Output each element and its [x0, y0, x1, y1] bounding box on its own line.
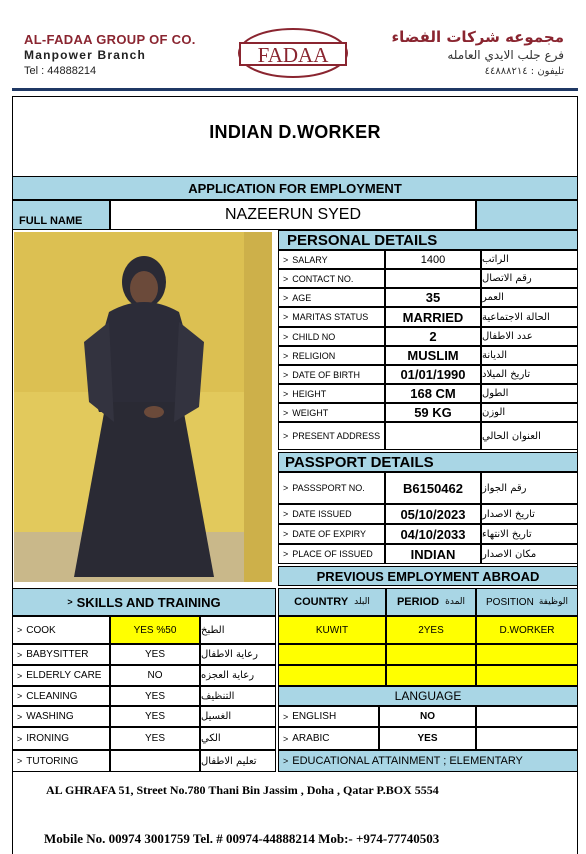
- personal-value: MUSLIM: [385, 346, 481, 365]
- personal-value: MARRIED: [385, 307, 481, 327]
- application-title: APPLICATION FOR EMPLOYMENT: [12, 176, 578, 200]
- row-label-text: IRONING: [26, 733, 70, 744]
- language-extra: [476, 706, 578, 727]
- skill-value: YES: [110, 644, 200, 665]
- col-period-label: PERIOD: [396, 596, 440, 608]
- skill-value: YES %50: [110, 616, 200, 644]
- arrow-icon: >: [283, 756, 289, 766]
- personal-label-ar: الديانة: [481, 346, 578, 365]
- col-country-label-ar: البلد: [354, 597, 370, 607]
- passport-label-ar: تاريخ الانتهاء: [481, 524, 578, 544]
- arrow-icon: >: [283, 483, 289, 493]
- row-label-text: BABYSITTER: [26, 649, 89, 660]
- skill-label: [12, 750, 110, 772]
- col-country-label: COUNTRY: [294, 596, 349, 608]
- prev-country: [278, 665, 386, 686]
- personal-label: [278, 365, 385, 384]
- language-value: YES: [379, 727, 476, 750]
- prev-period: [386, 665, 476, 686]
- language-title: LANGUAGE: [278, 686, 578, 706]
- skill-label: [12, 644, 110, 665]
- company-name-ar: مجموعه شركات الفضاء: [391, 28, 564, 46]
- personal-label-ar: الطول: [481, 384, 578, 403]
- row-label-text: HEIGHT: [292, 388, 327, 399]
- row-label-text: DATE OF EXPIRY: [292, 529, 366, 539]
- skill-label-ar: رعاية العجزه: [200, 665, 276, 686]
- personal-label: [278, 269, 385, 288]
- passport-details-title: PASSPORT DETAILS: [278, 452, 578, 472]
- passport-label: [278, 524, 385, 544]
- row-label-text: DATE OF BIRTH: [292, 369, 360, 380]
- arrow-icon: >: [17, 625, 23, 635]
- arrow-icon: >: [17, 670, 23, 681]
- skill-label: [12, 665, 110, 686]
- arrow-icon: >: [283, 369, 289, 380]
- arrow-icon: >: [283, 292, 289, 303]
- arrow-icon: >: [283, 509, 289, 519]
- row-label-text: CHILD NO: [292, 331, 336, 342]
- skills-title: [12, 588, 276, 616]
- row-label-text: ELDERLY CARE: [26, 670, 102, 681]
- row-label-text: ENGLISH: [292, 711, 337, 722]
- fadaa-logo: [236, 25, 350, 80]
- branch-name-ar: فرع جلب الايدي العامله: [447, 48, 564, 62]
- personal-value: 168 CM: [385, 384, 481, 403]
- arrow-icon: >: [67, 597, 73, 607]
- row-label-text: CLEANING: [26, 690, 78, 702]
- col-position-label-ar: الوظيفة: [538, 597, 568, 607]
- full-name-spacer: [476, 200, 578, 230]
- company-tel-en: Tel : 44888214: [24, 65, 97, 77]
- arrow-icon: >: [283, 312, 289, 322]
- personal-value: [385, 269, 481, 288]
- skill-value: YES: [110, 706, 200, 727]
- personal-label: [278, 288, 385, 307]
- arrow-icon: >: [283, 273, 289, 284]
- personal-value: 59 KG: [385, 403, 481, 422]
- branch-name-en: Manpower Branch: [24, 48, 147, 62]
- passport-label-ar: مكان الاصدار: [481, 544, 578, 564]
- company-tel-ar: تليفون : ٤٤٨٨٨٢١٤: [484, 66, 564, 77]
- full-name-label: FULL NAME: [12, 200, 110, 230]
- row-label-text: DATE ISSUED: [292, 509, 352, 519]
- skill-label-ar: التنظيف: [200, 686, 276, 706]
- personal-label: [278, 346, 385, 365]
- personal-label-ar: الوزن: [481, 403, 578, 422]
- col-period-header: [386, 588, 476, 616]
- row-label-text: WASHING: [26, 711, 74, 722]
- skill-label-ar: الغسيل: [200, 706, 276, 727]
- personal-label-ar: الراتب: [481, 250, 578, 269]
- language-label: [278, 706, 379, 727]
- passport-value: 05/10/2023: [385, 504, 481, 524]
- personal-label-ar: الحالة الاجتماعية: [481, 307, 578, 327]
- row-label-text: TUTORING: [26, 755, 79, 767]
- skill-label: [12, 727, 110, 750]
- skill-label: [12, 616, 110, 644]
- arrow-icon: >: [17, 649, 23, 660]
- row-label-text: WEIGHT: [292, 407, 329, 418]
- personal-label-ar: رقم الاتصال: [481, 269, 578, 288]
- row-label-text: COOK: [26, 624, 56, 636]
- personal-label: [278, 250, 385, 269]
- skill-label-ar: رعاية الاطفال: [200, 644, 276, 665]
- prev-position: [476, 665, 578, 686]
- passport-value: INDIAN: [385, 544, 481, 564]
- personal-label: [278, 422, 385, 450]
- passport-label: [278, 472, 385, 504]
- personal-label: [278, 384, 385, 403]
- skill-label: [12, 686, 110, 706]
- company-name-en: AL-FADAA GROUP OF CO.: [24, 32, 196, 47]
- language-value: NO: [379, 706, 476, 727]
- passport-label: [278, 544, 385, 564]
- row-label-text: ARABIC: [292, 733, 330, 744]
- logo-text: FADAA: [257, 43, 329, 67]
- personal-label: [278, 307, 385, 327]
- arrow-icon: >: [283, 254, 289, 265]
- row-label-text: CONTACT NO.: [292, 273, 354, 284]
- prev-position: D.WORKER: [476, 616, 578, 644]
- row-label-text: PRESENT ADDRESS: [292, 431, 381, 441]
- arrow-icon: >: [283, 388, 289, 399]
- arrow-icon: >: [283, 431, 289, 441]
- arrow-icon: >: [17, 733, 23, 744]
- personal-label-ar: عدد الاطفال: [481, 327, 578, 346]
- prev-period: [386, 644, 476, 665]
- personal-value: [385, 422, 481, 450]
- row-label-text: RELIGION: [292, 350, 336, 361]
- footer-address: AL GHRAFA 51, Street No.780 Thani Bin Jassim , Doha , Qatar P.BOX 5554: [46, 783, 439, 797]
- personal-label-ar: تاريخ الميلاد: [481, 365, 578, 384]
- prev-country: [278, 644, 386, 665]
- arrow-icon: >: [283, 331, 289, 342]
- language-label: [278, 727, 379, 750]
- arrow-icon: >: [283, 407, 289, 418]
- col-position-label: POSITION: [486, 596, 534, 608]
- prev-period: 2YES: [386, 616, 476, 644]
- footer-contacts: Mobile No. 00974 3001759 Tel. # 00974-44888214 Mob:- +974-77740503: [44, 831, 440, 846]
- full-name-value: NAZEERUN SYED: [110, 200, 476, 230]
- education-row: [278, 750, 578, 772]
- language-extra: [476, 727, 578, 750]
- skill-value: [110, 750, 200, 772]
- arrow-icon: >: [17, 691, 23, 701]
- skill-label-ar: الكي: [200, 727, 276, 750]
- personal-label-ar: العنوان الحالي: [481, 422, 578, 450]
- candidate-photo: [14, 232, 272, 582]
- arrow-icon: >: [283, 350, 289, 361]
- prev-position: [476, 644, 578, 665]
- passport-value: B6150462: [385, 472, 481, 504]
- skill-label-ar: تعليم الاطفال: [200, 750, 276, 772]
- row-label-text: SALARY: [292, 254, 328, 265]
- personal-value: 1400: [385, 250, 481, 269]
- education-label: EDUCATIONAL ATTAINMENT ; ELEMENTARY: [292, 755, 523, 767]
- row-label-text: AGE: [292, 292, 312, 303]
- arrow-icon: >: [283, 711, 289, 722]
- arrow-icon: >: [283, 529, 289, 539]
- col-position-header: [476, 588, 578, 616]
- passport-value: 04/10/2033: [385, 524, 481, 544]
- skill-label: [12, 706, 110, 727]
- personal-label: [278, 403, 385, 422]
- previous-employment-title: PREVIOUS EMPLOYMENT ABROAD: [278, 566, 578, 586]
- form-title: INDIAN D.WORKER: [209, 122, 381, 142]
- col-period-label-ar: المدة: [445, 597, 466, 607]
- personal-value: 2: [385, 327, 481, 346]
- skill-value: YES: [110, 727, 200, 750]
- passport-label-ar: رقم الجواز: [481, 472, 578, 504]
- personal-details-title: PERSONAL DETAILS: [278, 230, 578, 250]
- personal-value: 35: [385, 288, 481, 307]
- skill-label-ar: الطبخ: [200, 616, 276, 644]
- personal-value: 01/01/1990: [385, 365, 481, 384]
- arrow-icon: >: [17, 711, 23, 722]
- prev-country: KUWIT: [278, 616, 386, 644]
- arrow-icon: >: [283, 733, 289, 744]
- passport-label: [278, 504, 385, 524]
- personal-label-ar: العمر: [481, 288, 578, 307]
- header-divider: [12, 88, 578, 91]
- skill-value: YES: [110, 686, 200, 706]
- personal-label: [278, 327, 385, 346]
- arrow-icon: >: [283, 549, 289, 559]
- row-label-text: PASSSPORT NO.: [292, 483, 365, 493]
- row-label-text: MARITAS STATUS: [292, 312, 369, 322]
- arrow-icon: >: [17, 756, 23, 766]
- skills-title-text: SKILLS AND TRAINING: [76, 594, 221, 610]
- col-country-header: [278, 588, 386, 616]
- row-label-text: PLACE OF ISSUED: [292, 549, 373, 559]
- skill-value: NO: [110, 665, 200, 686]
- passport-label-ar: تاريخ الاصدار: [481, 504, 578, 524]
